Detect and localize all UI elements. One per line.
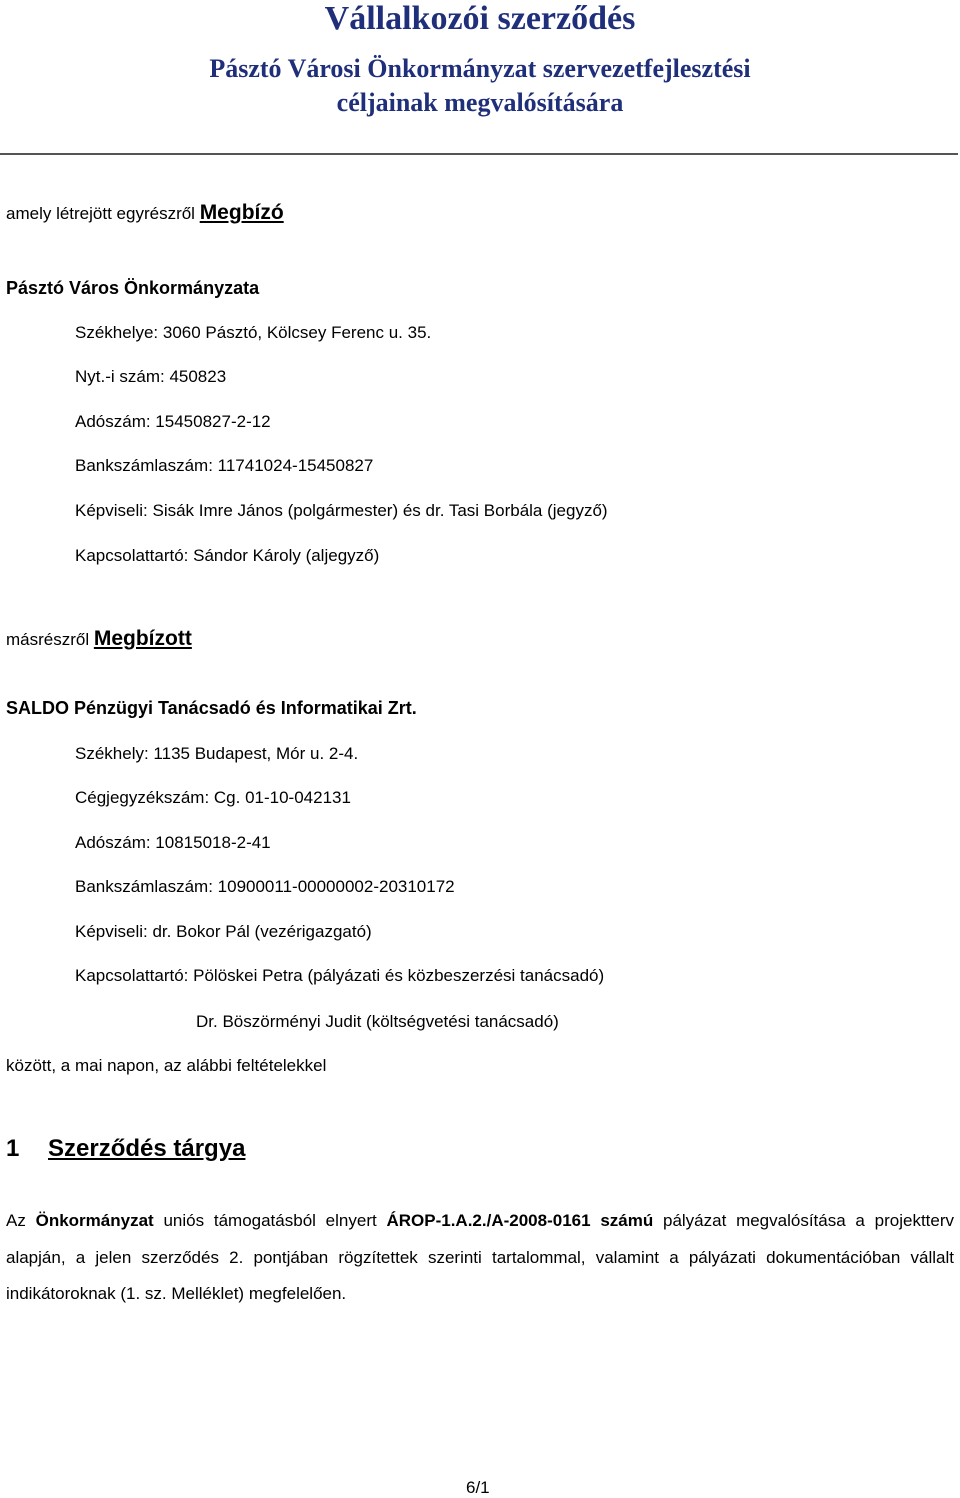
section-number: 1 [6,1135,20,1162]
contractor-seat: Székhely: 1135 Budapest, Mór u. 2-4. [75,744,359,763]
client-intro-line [6,202,284,225]
client-bank-account: Bankszámlaszám: 11741024-15450827 [75,456,374,475]
contractor-name: SALDO Pénzügyi Tanácsadó és Informatikai Zrt. [6,698,417,718]
contractor-intro-line [6,628,192,651]
contractor-tax-no: Adószám: 10815018-2-41 [75,833,271,852]
para-bold-1: Önkormányzat [35,1211,154,1230]
client-representative: Képviseli: Sisák Imre János (polgármester) és dr. Tasi Borbála (jegyző) [75,501,608,520]
page-number: 6/1 [466,1478,490,1497]
client-tax-no: Adószám: 15450827-2-12 [75,412,271,431]
para-bold-2: ÁROP-1.A.2./A-2008-0161 számú [386,1211,654,1230]
document-subtitle [0,52,960,120]
between-clause: között, a mai napon, az alábbi feltételekkel [6,1056,327,1075]
client-seat: Székhelye: 3060 Pásztó, Kölcsey Ferenc u. 35. [75,323,432,342]
contractor-company-reg: Cégjegyzékszám: Cg. 01-10-042131 [75,788,351,807]
subtitle-line-2: céljainak megvalósítására [336,88,624,117]
contractor-role: Megbízott [93,627,192,650]
client-reg-no: Nyt.-i szám: 450823 [75,367,227,386]
document-title: Vállalkozói szerződés [324,0,636,37]
contractor-contact: Kapcsolattartó: Pölöskei Petra (pályázati és közbeszerzési tanácsadó) [75,966,605,985]
section-heading [6,1134,245,1164]
contractor-contact-2: Dr. Böszörményi Judit (költségvetési tanácsadó) [196,1012,559,1031]
section-paragraph [6,1203,954,1313]
client-name: Pásztó Város Önkormányzata [6,278,260,298]
contractor-representative: Képviseli: dr. Bokor Pál (vezérigazgató) [75,922,372,941]
client-intro: amely létrejött egyrészről [6,204,200,223]
header-divider [0,153,958,155]
client-role: Megbízó [199,201,284,224]
para-text-3: pályázat megvalósítása a projektterv alapján, a jelen szerződés 2. pontjában rögzítettek szerinti tartalommal, valamint a pályázati dokumentációban vállalt indikátoroknak (1. sz. Melléklet) megfelelően. [6,1211,955,1303]
section-title: Szerződés tárgya [48,1135,246,1162]
contractor-bank-account: Bankszámlaszám: 10900011-00000002-20310172 [75,877,455,896]
client-contact: Kapcsolattartó: Sándor Károly (aljegyző) [75,546,380,565]
para-text-1: Az [6,1211,36,1230]
contractor-intro: másrészről [6,630,94,649]
subtitle-line-1: Pásztó Városi Önkormányzat szervezetfejlesztési [209,54,751,83]
para-text-2: uniós támogatásból elnyert [153,1211,387,1230]
